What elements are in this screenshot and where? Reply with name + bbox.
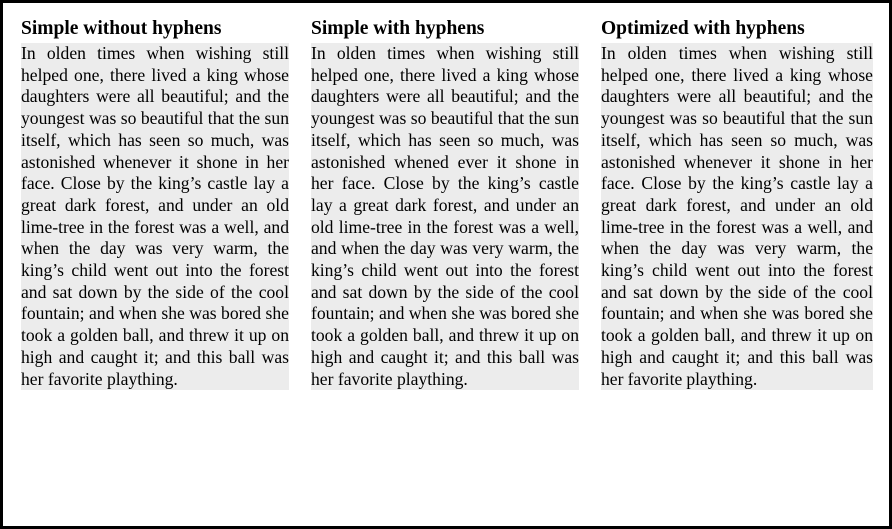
column-paragraph: In olden times when wishing still helped one, there lived a king whose daughters were all beautiful; and the youngest was so beautiful that the sun itself, which has seen so much, was astonished whenever it shone in her face. Close by the king’s castle lay a great dark forest, and under an old lime-tree in the forest was a well, and when the day was very warm, the king’s child went out into the forest and sat down by the side of the cool fountain; and when she was bored she took a golden ball, and threw it up on high and caught it; and this ball was her favorite plaything. bbox=[21, 43, 289, 389]
column-simple-with-hyphens bbox=[311, 17, 579, 390]
column-paragraph: In olden times when wishing still helped one, there lived a king whose daughters were all beautiful; and the youngest was so beautiful that the sun itself, which has seen so much, was astonished whenever it shone in her face. Close by the king’s castle lay a great dark forest, and under an old lime-tree in the forest was a well, and when the day was very warm, the king’s child went out into the forest and sat down by the side of the cool fountain; and when she was bored she took a golden ball, and threw it up on high and caught it; and this ball was her favorite plaything. bbox=[601, 43, 873, 389]
column-simple-without-hyphens bbox=[21, 17, 289, 390]
column-title: Simple without hyphens bbox=[21, 18, 222, 39]
column-title: Optimized with hyphens bbox=[601, 18, 805, 39]
column-title: Simple with hyphens bbox=[311, 18, 485, 39]
column-paragraph: In olden times when wishing still helped one, there lived a king whose daughters were all beautiful; and the youngest was so beautiful that the sun itself, which has seen so much, was astonished whened ever it shone in her face. Close by the king’s castle lay a great dark forest, and under an old lime-tree in the forest was a well, and when the day was very warm, the king’s child went out into the forest and sat down by the side of the cool fountain; and when she was bored she took a golden ball, and threw it up on high and caught it; and this ball was her favorite plaything. bbox=[311, 43, 579, 389]
column-optimized-with-hyphens bbox=[601, 17, 873, 390]
column-container bbox=[21, 17, 871, 526]
